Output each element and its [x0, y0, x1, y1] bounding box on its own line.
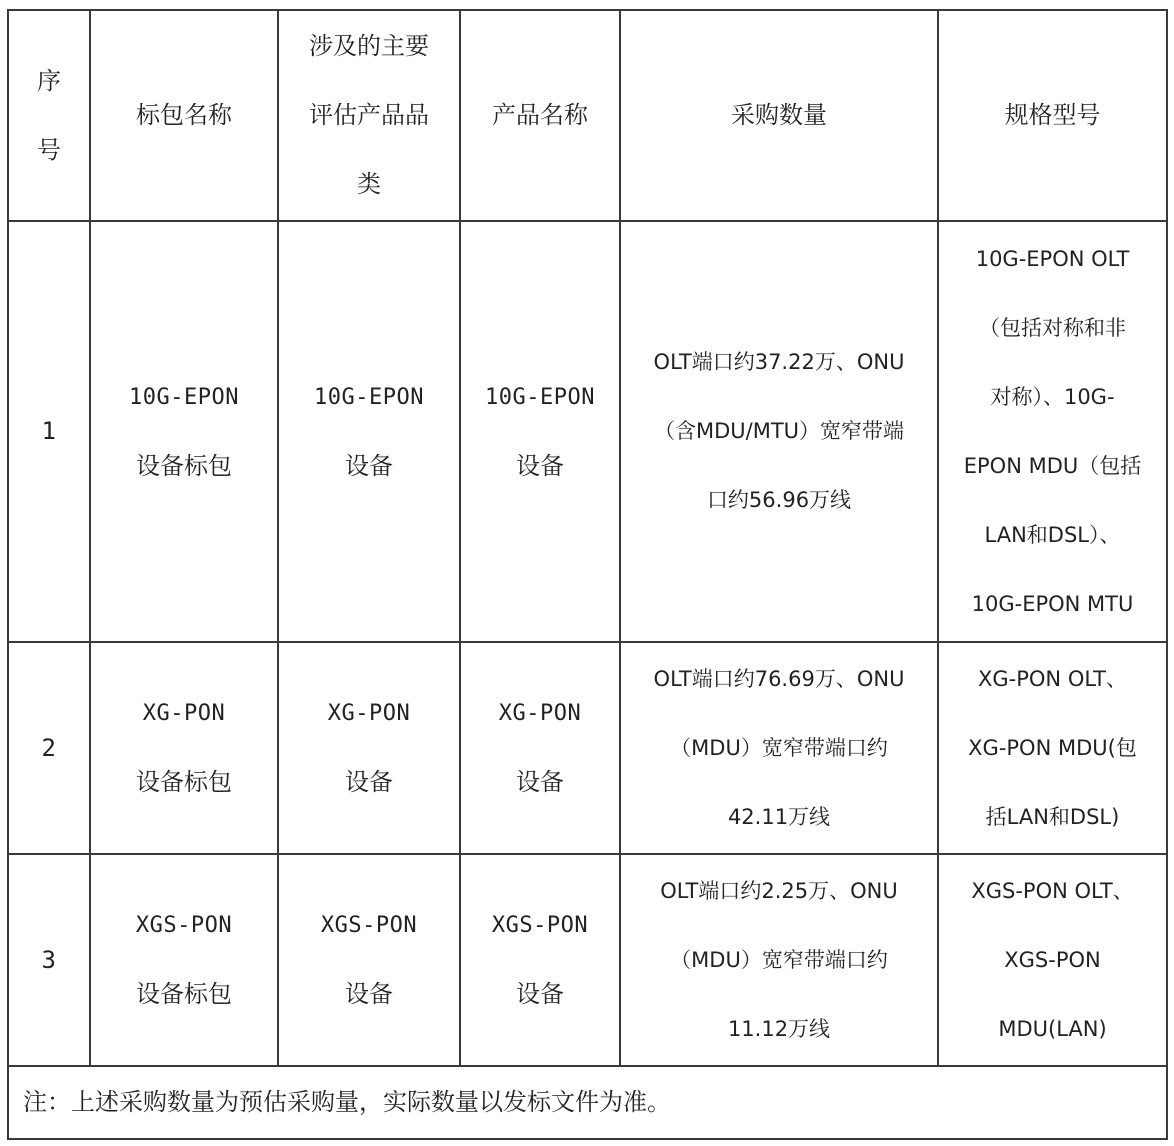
header-category-line: 评估产品品: [309, 101, 429, 129]
cell-text: LAN和DSL）、: [984, 522, 1121, 547]
table-note-row: [8, 1066, 1167, 1139]
header-spec: [938, 10, 1167, 221]
cell-text: XGS-PON: [135, 913, 233, 938]
header-package-line: 标包名称: [136, 101, 232, 129]
cell-package: [90, 854, 278, 1066]
cell-text: EPON MDU（包括: [963, 453, 1142, 478]
cell-text: XG-PON: [327, 701, 411, 726]
cell-text: 1: [41, 417, 57, 445]
cell-spec: [938, 854, 1167, 1066]
cell-index: [8, 854, 90, 1066]
cell-product: [460, 221, 620, 642]
cell-text: 设备: [345, 768, 393, 796]
header-category-line: 涉及的主要: [309, 32, 429, 60]
cell-text: XG-PON: [142, 701, 226, 726]
cell-package: [90, 221, 278, 642]
cell-text: 口约56.96万线: [706, 488, 852, 512]
cell-text: 设备标包: [136, 980, 232, 1008]
cell-text: 2: [41, 733, 57, 762]
cell-text: 对称）、10G-: [990, 384, 1115, 409]
cell-text: 10G-EPON OLT: [975, 246, 1130, 271]
cell-product: [460, 642, 620, 854]
table-header-row: [8, 10, 1167, 221]
cell-text: （MDU）宽窄带端口约: [670, 947, 888, 972]
cell-text: XG-PON MDU(包: [968, 735, 1137, 760]
cell-category: [278, 854, 460, 1066]
cell-text: OLT端口约76.69万、ONU: [653, 666, 905, 691]
header-product-line: 产品名称: [492, 101, 588, 129]
cell-index: [8, 642, 90, 854]
cell-quantity: [620, 221, 938, 642]
cell-text: （包括对称和非: [979, 315, 1126, 340]
header-quantity-line: 采购数量: [731, 101, 827, 129]
header-index-line: 序: [37, 66, 61, 95]
header-package: [90, 10, 278, 221]
table-row: [8, 642, 1167, 854]
cell-text: XG-PON: [498, 701, 582, 726]
cell-text: 设备: [345, 451, 393, 480]
cell-spec: [938, 642, 1167, 854]
table-row: [8, 221, 1167, 642]
cell-text: （MDU）宽窄带端口约: [670, 735, 888, 760]
cell-text: 设备标包: [136, 451, 232, 480]
header-quantity: [620, 10, 938, 221]
cell-category: [278, 221, 460, 642]
cell-text: XG-PON OLT、: [978, 666, 1127, 691]
cell-quantity: [620, 854, 938, 1066]
header-product: [460, 10, 620, 221]
header-index-line: 号: [37, 135, 61, 164]
cell-text: 11.12万线: [727, 1016, 831, 1041]
cell-product: [460, 854, 620, 1066]
cell-text: XGS-PON: [320, 913, 418, 938]
cell-text: 设备: [516, 980, 564, 1008]
cell-text: XGS-PON OLT、: [971, 878, 1134, 903]
cell-category: [278, 642, 460, 854]
procurement-table: [7, 9, 1168, 1140]
cell-text: 10G-EPON: [314, 384, 424, 410]
header-category: [278, 10, 460, 221]
cell-text: 42.11万线: [727, 804, 831, 829]
table-row: [8, 854, 1167, 1066]
cell-text: 10G-EPON: [129, 384, 239, 410]
cell-spec: [938, 221, 1167, 642]
cell-index: [8, 221, 90, 642]
cell-text: XGS-PON: [1004, 947, 1101, 972]
cell-quantity: [620, 642, 938, 854]
cell-package: [90, 642, 278, 854]
header-category-line: 类: [357, 170, 381, 198]
table-note: 注：上述采购数量为预估采购量，实际数量以发标文件为准。: [8, 1066, 1167, 1139]
header-index: [8, 10, 90, 221]
cell-text: 10G-EPON: [485, 384, 595, 410]
cell-text: 10G-EPON MTU: [971, 591, 1134, 616]
cell-text: 3: [41, 945, 57, 974]
cell-text: 设备: [516, 451, 564, 480]
cell-text: XGS-PON: [491, 913, 589, 938]
header-spec-line: 规格型号: [1004, 101, 1101, 129]
cell-text: 设备: [516, 768, 564, 796]
cell-text: 设备: [345, 980, 393, 1008]
cell-text: OLT端口约37.22万、ONU: [653, 350, 905, 374]
cell-text: 设备标包: [136, 768, 232, 796]
cell-text: OLT端口约2.25万、ONU: [660, 878, 898, 903]
cell-text: MDU(LAN): [998, 1016, 1107, 1041]
cell-text: （含MDU/MTU）宽窄带端: [653, 419, 905, 443]
cell-text: 括LAN和DSL): [985, 804, 1120, 829]
